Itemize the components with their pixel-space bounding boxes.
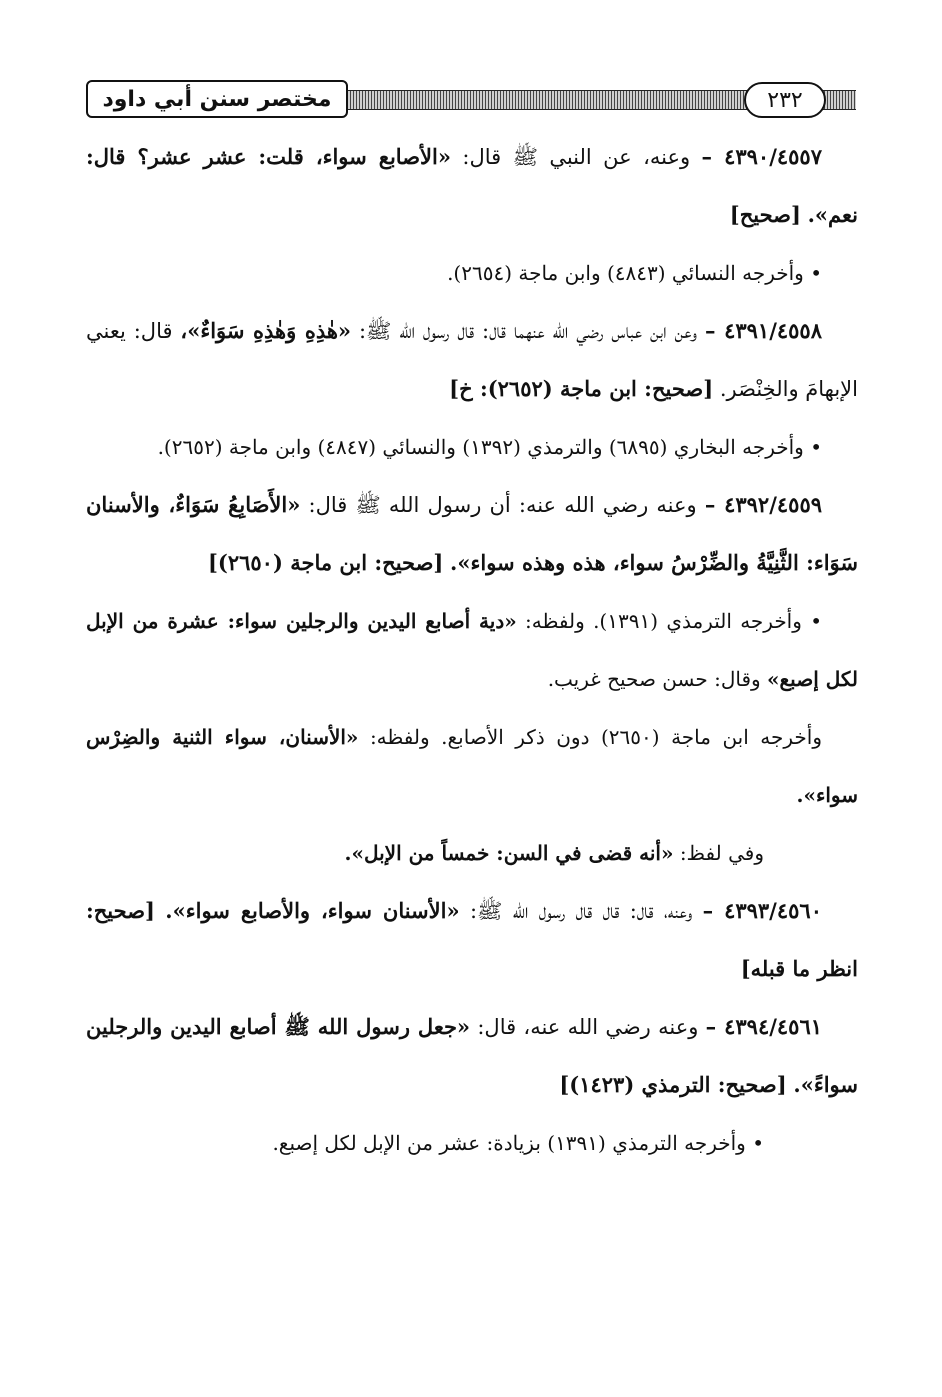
takhrij-text: وأخرجه ابن ماجة (٢٦٥٠) دون ذكر الأصابع. ولفظه:	[369, 725, 822, 749]
hadith-grade: [صحيح: انظر ما قبله]	[86, 898, 858, 981]
takhrij-4559-tirmidhi	[86, 592, 858, 708]
hadith-quote: «الأسنان سواء، والأصابع سواء».	[165, 898, 460, 923]
hadith-grade: [صحيح: ابن ماجة (٢٦٥٠)]	[207, 550, 444, 575]
hadith-quote: «هٰذِهِ وَهٰذِهِ سَوَاءٌ»،	[180, 318, 352, 343]
page-number: ٢٣٢	[744, 82, 826, 118]
takhrij-4559-lafz	[86, 824, 858, 882]
takhrij-comment: وقال: حسن صحيح غريب.	[547, 667, 761, 691]
hadith-lead: وعنه رضي الله عنه، قال:	[477, 1015, 699, 1039]
hadith-4560	[86, 882, 858, 998]
hadith-lead: وعن ابن عباس رضي الله عنهما قال: قال رسول الله ﷺ:	[358, 319, 698, 343]
hadith-quote: «الأَصَابِعُ سَوَاءٌ، والأسنان سَوَاء: الثَّنِيَّةُ والضِّرْسُ سواء، هذه وهذه سواء».	[86, 492, 858, 575]
hadith-quote: «جعل رسول الله ﷺ أصابع اليدين والرجلين سواءً».	[86, 1014, 858, 1097]
hadith-grade: [صحيح]	[729, 202, 801, 227]
takhrij-4561: • وأخرجه الترمذي (١٣٩١) بزيادة: عشر من الإبل لكل إصبع.	[272, 1131, 764, 1155]
hadith-4559	[86, 476, 858, 592]
hadith-4558	[86, 302, 858, 418]
takhrij-text: وفي لفظ:	[679, 841, 764, 865]
hadith-lead: وعنه، قال: قال قال رسول الله ﷺ:	[469, 899, 693, 923]
hadith-lead: وعنه رضي الله عنه: أن رسول الله ﷺ قال:	[308, 493, 697, 517]
takhrij-4557: • وأخرجه النسائي (٤٨٤٣) وابن ماجة (٢٦٥٤).	[447, 261, 822, 285]
takhrij-4559-ibnmajah	[86, 708, 858, 824]
hadith-grade: [صحيح: الترمذي (١٤٢٣)]	[559, 1072, 787, 1097]
hadith-quote: «الأصابع سواء، قلت: عشر عشر؟ قال: نعم».	[86, 144, 858, 227]
takhrij-quote: «الأسنان، سواء الثنية والضِرْس سواء».	[86, 725, 858, 807]
hadith-explanation: قال: يعني الإبهامَ والخِنْصَر.	[86, 319, 858, 401]
hadith-number: ٤٣٩١/٤٥٥٨ –	[705, 318, 822, 343]
running-header	[86, 80, 856, 124]
takhrij-quote: «أنه قضى في السن: خمساً من الإبل».	[344, 841, 674, 865]
hadith-grade: [صحيح: ابن ماجة (٢٦٥٢): خ]	[449, 376, 714, 401]
takhrij-text: • وأخرجه الترمذي (١٣٩١). ولفظه:	[525, 609, 822, 633]
hadith-lead: وعنه، عن النبي ﷺ قال:	[462, 145, 691, 169]
takhrij-4558: • وأخرجه البخاري (٦٨٩٥) والترمذي (١٣٩٢) والنسائي (٤٨٤٧) وابن ماجة (٢٦٥٢).	[157, 435, 822, 459]
page-body	[86, 128, 858, 1172]
hadith-4561	[86, 998, 858, 1114]
hadith-number: ٤٣٩٣/٤٥٦٠ –	[702, 898, 822, 923]
book-title: مختصر سنن أبي داود	[86, 80, 348, 118]
hadith-number: ٤٣٩٠/٤٥٥٧ –	[701, 144, 822, 169]
takhrij-quote: «دية أصابع اليدين والرجلين سواء: عشرة من الإبل لكل إصبع»	[86, 609, 858, 691]
hadith-4557	[86, 128, 858, 244]
hadith-number: ٤٣٩٤/٤٥٦١ –	[705, 1014, 823, 1039]
hadith-number: ٤٣٩٢/٤٥٥٩ –	[704, 492, 822, 517]
